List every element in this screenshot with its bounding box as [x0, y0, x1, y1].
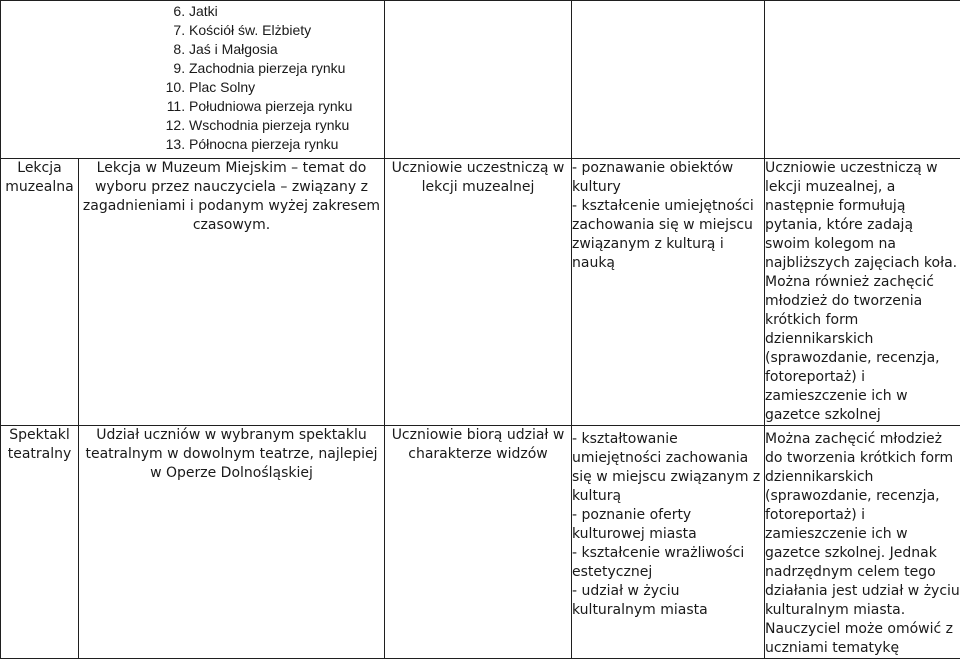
activity-notes: Można zachęcić młodzież do tworzenia krótkich form dziennikarskich (sprawozdanie, recenzja, fotoreportaż) i zamieszczenie ich w gazetce szkolnej. Jednak nadrzędnym celem tego działania jest udział w życiu kulturalnym miasta. Nauczyciel może omówić z uczniami tematykę — [765, 426, 960, 659]
table-row-places-list — [1, 1, 960, 159]
list-item: 12. Wschodnia pierzeja rynku — [189, 116, 384, 135]
row-type-label: Lekcja muzealna — [1, 159, 79, 426]
list-item: 9. Zachodnia pierzeja rynku — [189, 59, 384, 78]
activity-goals: - kształtowanie umiejętności zachowania się w miejscu związanym z kulturą - poznanie oferty kulturowej miasta - kształcenie wrażliwości estetycznej - udział w życiu kulturalnym miasta — [572, 426, 765, 659]
list-item: 11. Południowa pierzeja rynku — [189, 97, 384, 116]
list-item: 13. Północna pierzeja rynku — [189, 135, 384, 154]
activity-goals: - poznawanie obiektów kultury - kształcenie umiejętności zachowania się w miejscu związanym z kulturą i nauką — [572, 159, 765, 426]
table-row-lekcja — [1, 159, 960, 426]
student-participation: Uczniowie uczestniczą w lekcji muzealnej — [385, 159, 572, 426]
empty-cell — [385, 1, 572, 159]
activity-description: Lekcja w Muzeum Miejskim – temat do wyboru przez nauczyciela – związany z zagadnieniami i podanym wyżej zakresem czasowym. — [79, 159, 385, 426]
table-row-spektakl — [1, 426, 960, 659]
list-item: 8. Jaś i Małgosia — [189, 40, 384, 59]
places-list — [1, 1, 384, 154]
list-item: 10. Plac Solny — [189, 78, 384, 97]
places-list-cell — [1, 1, 385, 159]
empty-cell — [765, 1, 960, 159]
list-item: 7. Kościół św. Elżbiety — [189, 21, 384, 40]
activity-notes: Uczniowie uczestniczą w lekcji muzealnej, a następnie formułują pytania, które zadają swoim kolegom na najbliższych zajęciach koła. Można również zachęcić młodzież do tworzenia krótkich form dziennikarskich (sprawozdanie, recenzja, fotoreportaż) i zamieszczenie ich w gazetce szkolnej — [765, 159, 960, 426]
empty-cell — [572, 1, 765, 159]
row-type-label: Spektakl teatralny — [1, 426, 79, 659]
list-item: 6. Jatki — [189, 2, 384, 21]
student-participation: Uczniowie biorą udział w charakterze widzów — [385, 426, 572, 659]
activity-description: Udział uczniów w wybranym spektaklu teatralnym w dowolnym teatrze, najlepiej w Operze Dolnośląskiej — [79, 426, 385, 659]
